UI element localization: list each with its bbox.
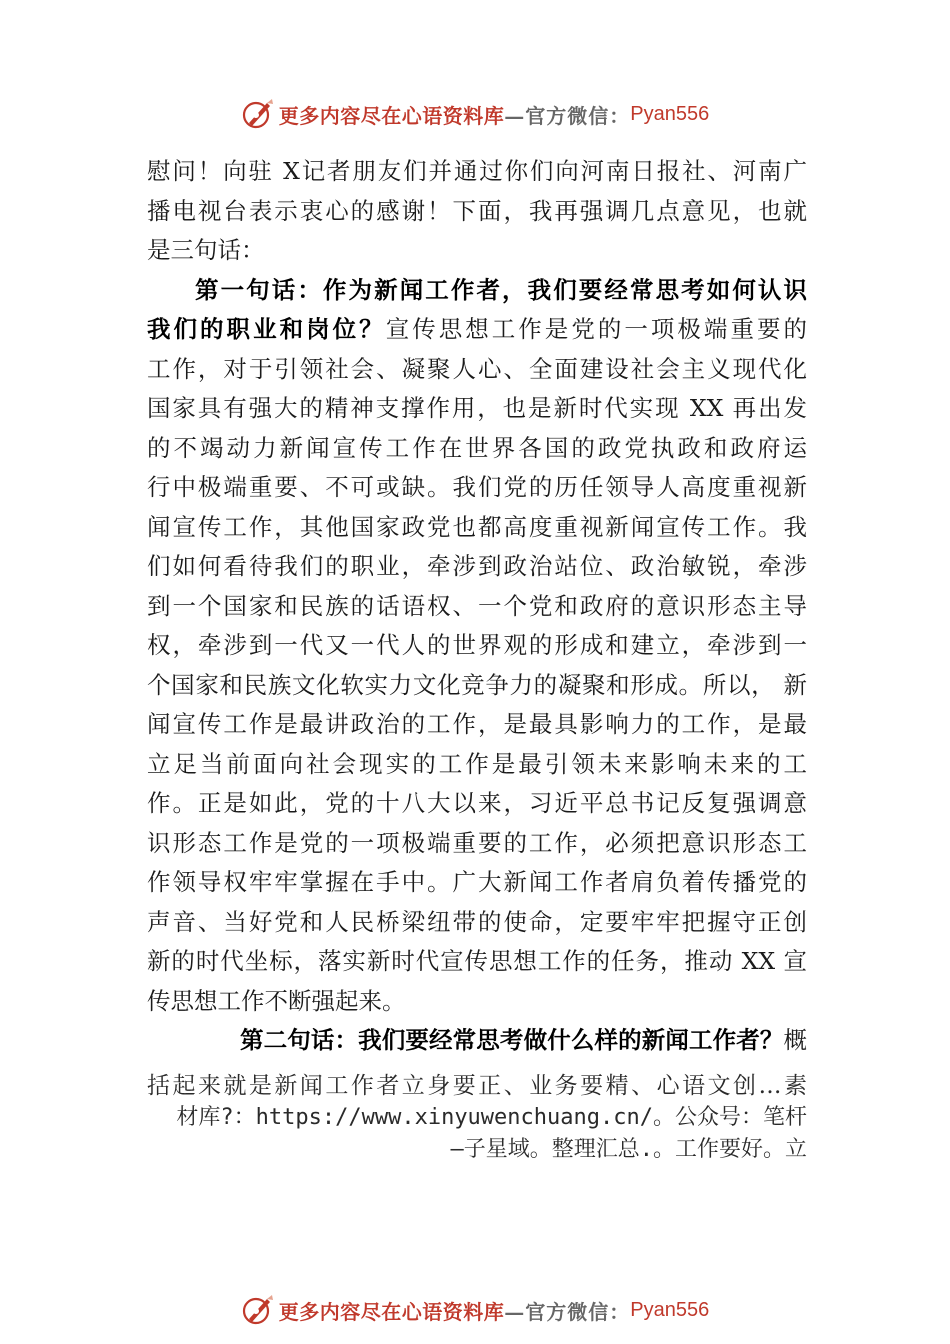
banner-wechat-label: —官方微信：: [504, 1299, 631, 1324]
text-line: 作。正是如此，党的十八大以来，习近平总书记反复强调意: [147, 789, 807, 817]
bottom-watermark-banner: [0, 1290, 950, 1330]
section-heading-1: 第一句话：作为新闻工作者，我们要经常思考如何认识: [195, 275, 807, 304]
section-heading-2-line: [147, 1021, 807, 1061]
text-line: 行中极端重要、不可或缺。我们党的历任领导人高度重视新: [147, 473, 807, 501]
footer-line-2: 材库?：https://www.xinyuwenchuang.cn/。公众号：笔杆: [176, 1105, 807, 1130]
banner-title: 更多内容尽在心语资料库: [278, 1299, 505, 1324]
section-heading-2: 第二句话：我们要经常思考做什么样的新闻工作者？: [240, 1026, 784, 1054]
text-line: 立足当前面向社会现实的工作是最引领未来影响未来的工: [147, 749, 807, 778]
text-line: 声音、当好党和人民桥梁纽带的使命，定要牢牢把握守正创: [147, 907, 807, 936]
text-line: 慰问！向驻 X记者朋友们并通过你们向河南日报社、河南广: [147, 157, 807, 185]
text-line: 新的时代坐标，落实新时代宣传思想工作的任务，推动 XX 宣: [147, 947, 807, 975]
banner-wechat-id: Pyan556: [630, 102, 710, 125]
text-line: 权，牵涉到一代又一代人的世界观的形成和建立，牵涉到一: [147, 631, 807, 659]
footer-line-1: 括起来就是新闻工作者立身要正、业务要精、心语文创…素: [147, 1073, 807, 1099]
text-line: 到一个国家和民族的话语权、一个党和政府的意识形态主导: [147, 591, 807, 620]
text-line: 是三句话：: [147, 236, 265, 264]
text-line: [147, 310, 807, 350]
text-line: 个国家和民族文化软实力文化竞争力的凝聚和形成。所以， 新: [147, 670, 807, 699]
text-line: 作领导权牢牢掌握在手中。广大新闻工作者肩负着传播党的: [147, 868, 807, 896]
pen-logo-icon: [241, 1293, 275, 1327]
text-line: 闻宣传工作是最讲政治的工作，是最具影响力的工作，是最: [147, 710, 807, 738]
text-span: 概: [783, 1026, 807, 1054]
text-line: 播电视台表示衷心的感谢！下面，我再强调几点意见，也就: [147, 196, 807, 225]
banner-wechat-label: —官方微信：: [504, 103, 631, 128]
text-line: 工作，对于引领社会、凝聚人心、全面建设社会主义现代化: [147, 354, 807, 383]
pen-logo-icon: [241, 97, 275, 131]
section-heading-1-cont: 我们的职业和岗位？: [147, 315, 386, 343]
footer-line-3: —子星域。整理汇总.。工作要好。立: [450, 1137, 807, 1162]
text-line: 传思想工作不断强起来。: [147, 986, 406, 1015]
document-body: [147, 152, 807, 1061]
banner-title: 更多内容尽在心语资料库: [278, 103, 505, 128]
text-line: 的不竭动力新闻宣传工作在世界各国的政党执政和政府运: [147, 433, 807, 462]
text-span: 宣传思想工作是党的一项极端重要的: [385, 315, 807, 343]
text-line: 闻宣传工作，其他国家政党也都高度重视新闻宣传工作。我: [147, 512, 807, 541]
text-line: 识形态工作是党的一项极端重要的工作，必须把意识形态工: [147, 828, 807, 857]
text-line: 们如何看待我们的职业，牵涉到政治站位、政治敏锐，牵涉: [147, 552, 807, 580]
top-watermark-banner: [0, 94, 950, 134]
banner-wechat-id: Pyan556: [630, 1298, 710, 1321]
text-line: 国家具有强大的精神支撑作用，也是新时代实现 XX 再出发: [147, 394, 807, 422]
